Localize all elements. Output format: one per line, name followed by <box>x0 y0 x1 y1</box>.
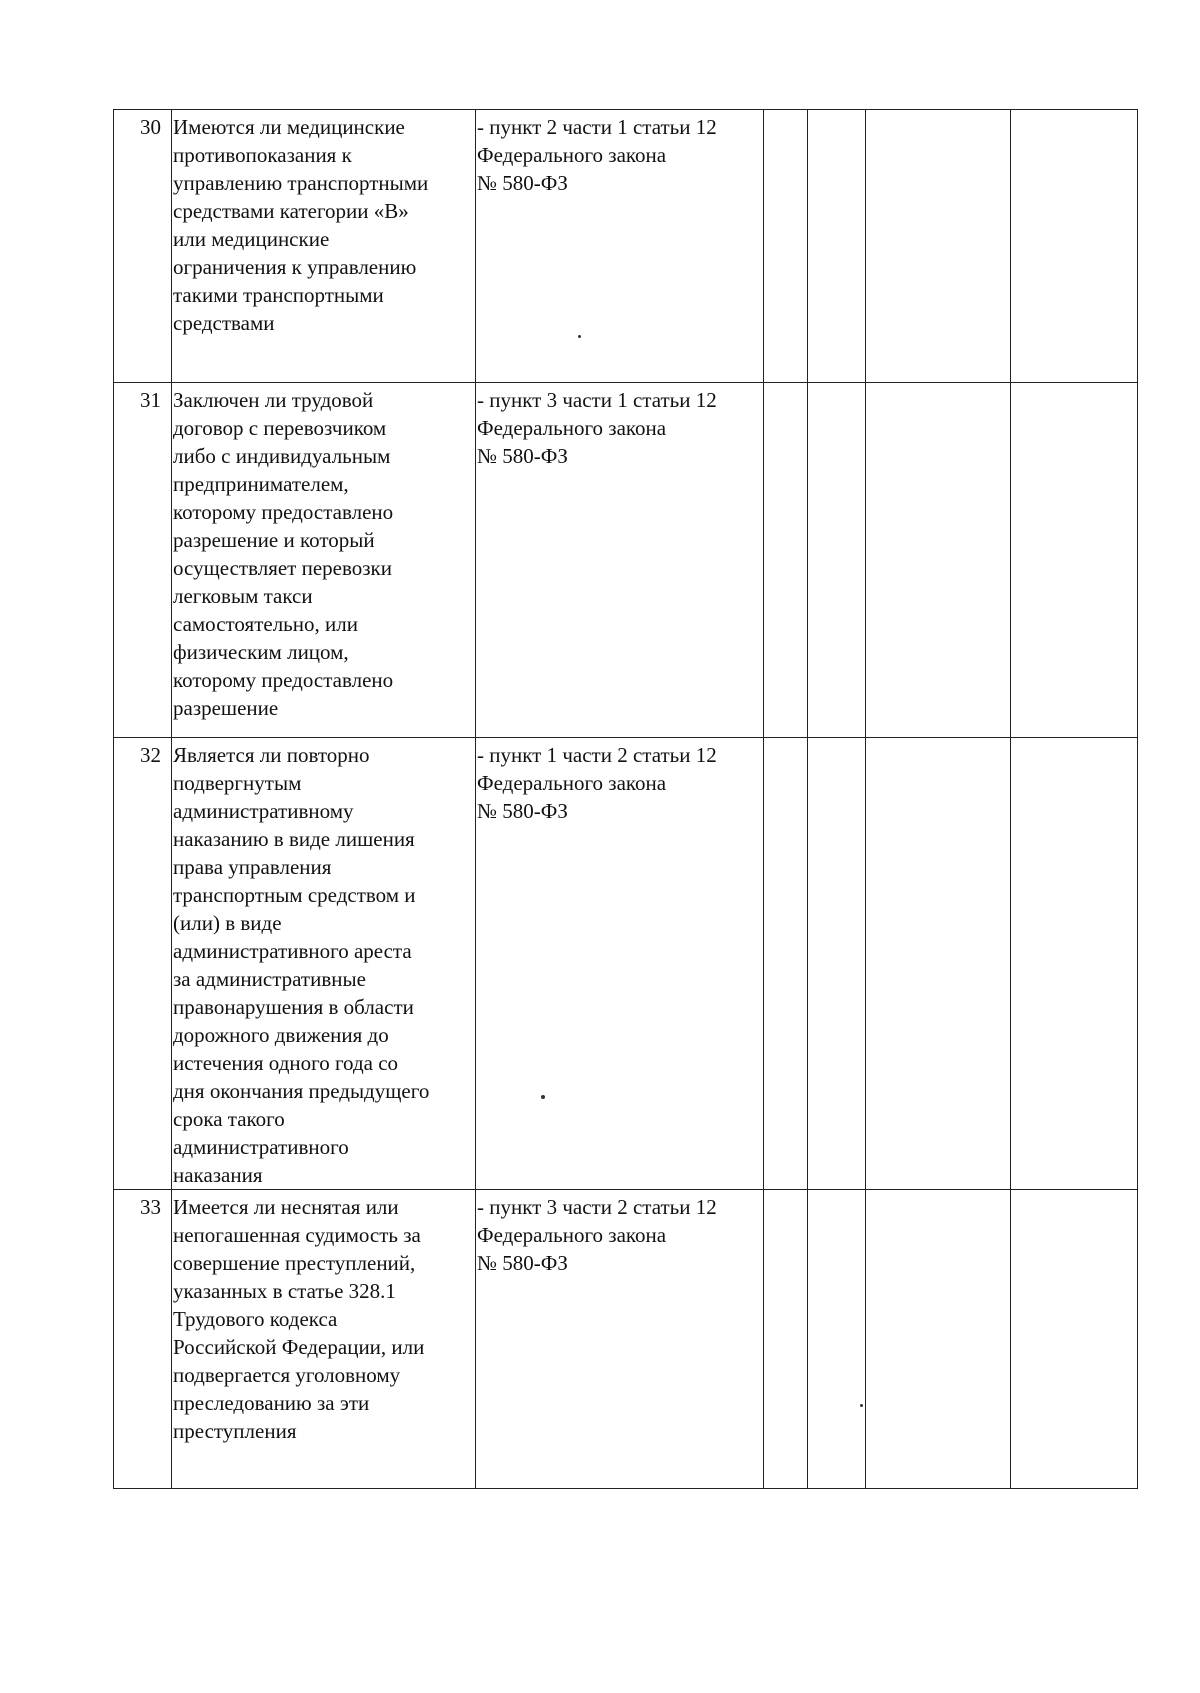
empty-cell-na <box>866 1190 1011 1489</box>
question-text: Имеется ли неснятая или непогашенная судимость за совершение преступлений, указанных в статье 328.1 Трудового кодекса Российской Федерации, или подвергается уголовному преследованию за эти преступления <box>173 1195 425 1443</box>
legal-basis-text: - пункт 3 части 2 статьи 12 Федерального закона № 580-ФЗ <box>477 1195 717 1275</box>
scan-speck <box>578 335 581 338</box>
checklist-table <box>113 109 1138 1489</box>
empty-cell-na <box>866 110 1011 383</box>
empty-cell-no <box>808 383 866 738</box>
row-number-cell <box>114 110 172 383</box>
legal-basis-cell <box>476 383 764 738</box>
legal-basis-text: - пункт 3 части 1 статьи 12 Федерального закона № 580-ФЗ <box>477 388 717 468</box>
empty-cell-no <box>808 1190 866 1489</box>
empty-cell-notes <box>1011 110 1138 383</box>
empty-cell-yes <box>764 738 808 1190</box>
empty-cell-yes <box>764 110 808 383</box>
empty-cell-notes <box>1011 738 1138 1190</box>
empty-cell-no <box>808 738 866 1190</box>
question-cell <box>172 1190 476 1489</box>
empty-cell-na <box>866 383 1011 738</box>
legal-basis-text: - пункт 2 части 1 статьи 12 Федерального закона № 580-ФЗ <box>477 115 717 195</box>
legal-basis-cell <box>476 738 764 1190</box>
empty-cell-notes <box>1011 383 1138 738</box>
legal-basis-text: - пункт 1 части 2 статьи 12 Федерального закона № 580-ФЗ <box>477 743 717 823</box>
row-number-cell <box>114 738 172 1190</box>
legal-basis-cell <box>476 110 764 383</box>
row-number-cell <box>114 383 172 738</box>
legal-basis-cell <box>476 1190 764 1489</box>
row-number: 32 <box>140 743 161 767</box>
table-row <box>114 738 1138 1190</box>
question-text: Имеются ли медицинские противопоказания к управлению транспортными средствами категории «В» или медицинские ограничения к управлению такими транспортными средствами <box>173 115 429 335</box>
question-text: Заключен ли трудовой договор с перевозчиком либо с индивидуальным предпринимателем, которому предоставлено разрешение и который осуществляет перевозки легковым такси самостоятельно, или физическим лицом, которому предоставлено разрешение <box>173 388 394 720</box>
row-number: 31 <box>140 388 161 412</box>
row-number-cell <box>114 1190 172 1489</box>
question-cell <box>172 738 476 1190</box>
table-row <box>114 110 1138 383</box>
row-number: 33 <box>140 1195 161 1219</box>
table-row <box>114 383 1138 738</box>
empty-cell-na <box>866 738 1011 1190</box>
empty-cell-notes <box>1011 1190 1138 1489</box>
empty-cell-yes <box>764 1190 808 1489</box>
question-cell <box>172 383 476 738</box>
empty-cell-no <box>808 110 866 383</box>
empty-cell-yes <box>764 383 808 738</box>
scan-speck <box>541 1095 545 1099</box>
table-row <box>114 1190 1138 1489</box>
row-number: 30 <box>140 115 161 139</box>
question-cell <box>172 110 476 383</box>
scan-speck <box>860 1404 863 1407</box>
question-text: Является ли повторно подвергнутым административному наказанию в виде лишения права управления транспортным средством и (или) в виде административного ареста за административные правонарушения в области дорожного движения до истечения одного года со дня окончания предыдущего срока такого административного наказания <box>173 743 430 1187</box>
